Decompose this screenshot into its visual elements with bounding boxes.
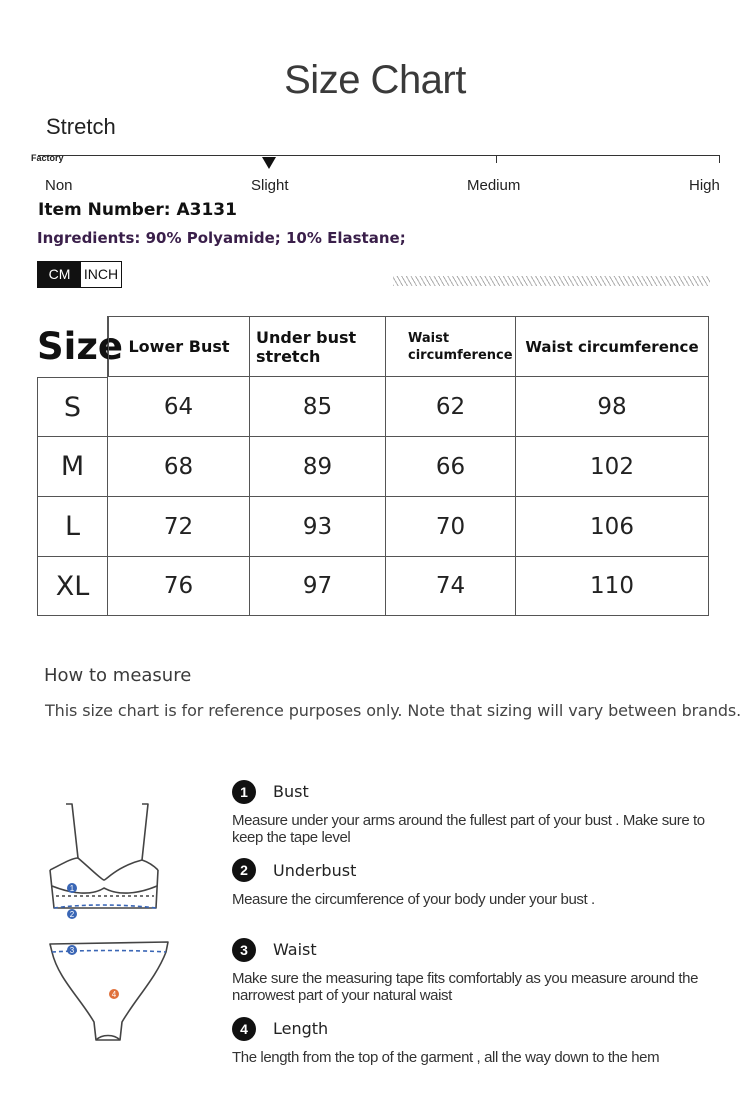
table-cell: 66 bbox=[386, 437, 516, 497]
table-cell: 74 bbox=[386, 557, 516, 616]
bra-marker-1 bbox=[67, 883, 77, 893]
ingredients: Ingredients: 90% Polyamide; 10% Elastane; bbox=[37, 229, 406, 247]
step-3-description: Make sure the measuring tape fits comfortably as you measure around the narrowest part of your natural waist bbox=[232, 970, 699, 1004]
unit-inch-button[interactable]: INCH bbox=[81, 262, 121, 287]
page-title: Size Chart bbox=[284, 58, 466, 102]
table-cell: 68 bbox=[108, 437, 250, 497]
table-header-size: Size bbox=[37, 316, 108, 377]
step-2-title: Underbust bbox=[273, 861, 357, 880]
briefs-illustration bbox=[44, 938, 174, 1053]
step-3-number: 3 bbox=[232, 938, 256, 962]
table-cell-size: L bbox=[37, 497, 108, 557]
how-to-measure-note: This size chart is for reference purposes only. Note that sizing will vary between brands. bbox=[45, 701, 742, 720]
step-3-title: Waist bbox=[273, 940, 317, 959]
stretch-level-medium: Medium bbox=[467, 177, 521, 194]
svg-text:2: 2 bbox=[69, 910, 75, 919]
factory-label: Factory bbox=[31, 153, 64, 163]
how-to-measure-heading: How to measure bbox=[44, 665, 192, 686]
table-cell-size: M bbox=[37, 437, 108, 497]
stretch-scale-tick bbox=[496, 155, 497, 163]
size-table bbox=[37, 316, 709, 616]
stretch-level-marker-icon bbox=[262, 157, 276, 169]
step-2-number: 2 bbox=[232, 858, 256, 882]
table-header-waist-circumference-b: Waist circumference bbox=[516, 316, 709, 377]
bra-illustration bbox=[42, 800, 162, 925]
table-cell: 76 bbox=[108, 557, 250, 616]
stretch-scale-line bbox=[38, 155, 720, 156]
table-cell: 97 bbox=[250, 557, 386, 616]
stretch-heading: Stretch bbox=[46, 114, 116, 139]
table-header-under-bust-stretch: Under bust stretch bbox=[250, 316, 386, 377]
table-cell: 70 bbox=[386, 497, 516, 557]
table-cell: 106 bbox=[516, 497, 709, 557]
step-4-title: Length bbox=[273, 1019, 329, 1038]
step-2-description: Measure the circumference of your body under your bust . bbox=[232, 891, 595, 908]
step-1-description: Measure under your arms around the fullest part of your bust . Make sure to keep the tape level bbox=[232, 812, 705, 846]
stretch-level-slight: Slight bbox=[251, 177, 289, 194]
stretch-level-high: High bbox=[689, 177, 720, 194]
table-cell-size: XL bbox=[37, 557, 108, 616]
step-4-number: 4 bbox=[232, 1017, 256, 1041]
svg-text:3: 3 bbox=[69, 946, 75, 955]
svg-text:1: 1 bbox=[69, 884, 75, 893]
table-cell: 72 bbox=[108, 497, 250, 557]
table-cell: 93 bbox=[250, 497, 386, 557]
stretch-level-non: Non bbox=[45, 177, 73, 194]
table-cell: 98 bbox=[516, 377, 709, 437]
item-number: Item Number: A3131 bbox=[38, 200, 237, 220]
table-cell: 85 bbox=[250, 377, 386, 437]
briefs-marker-3 bbox=[67, 945, 77, 955]
table-cell-size: S bbox=[37, 377, 108, 437]
decorative-hatch bbox=[393, 276, 710, 286]
table-header-lower-bust: Lower Bust bbox=[108, 316, 250, 377]
briefs-marker-4 bbox=[109, 989, 119, 999]
table-cell: 64 bbox=[108, 377, 250, 437]
step-1-title: Bust bbox=[273, 782, 309, 801]
table-header-waist-circumference-a: Waist circumference bbox=[386, 316, 516, 377]
table-cell: 110 bbox=[516, 557, 709, 616]
unit-cm-button[interactable]: CM bbox=[38, 262, 81, 287]
unit-toggle bbox=[37, 261, 122, 288]
table-cell: 89 bbox=[250, 437, 386, 497]
step-4-description: The length from the top of the garment , all the way down to the hem bbox=[232, 1049, 660, 1066]
table-cell: 102 bbox=[516, 437, 709, 497]
bra-marker-2 bbox=[67, 909, 77, 919]
svg-text:4: 4 bbox=[111, 990, 117, 999]
table-cell: 62 bbox=[386, 377, 516, 437]
stretch-scale-tick bbox=[719, 155, 720, 163]
step-1-number: 1 bbox=[232, 780, 256, 804]
